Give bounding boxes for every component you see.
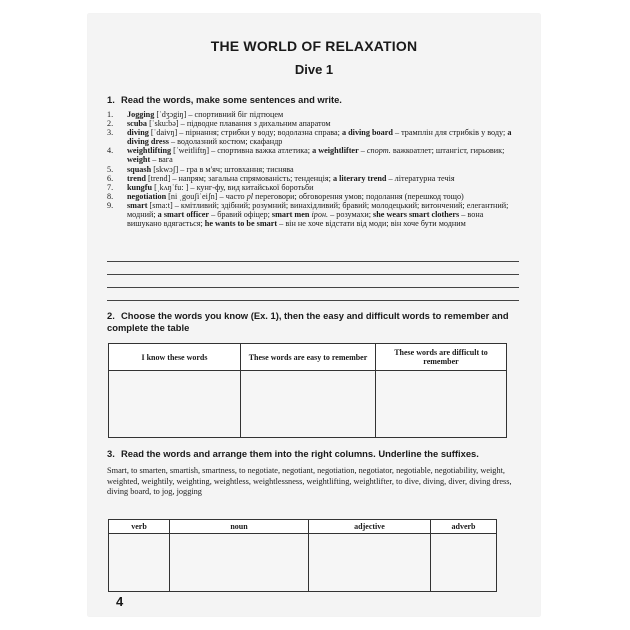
- writing-line[interactable]: [107, 274, 519, 275]
- vocab-term: smart: [127, 200, 148, 210]
- page-number: 4: [116, 594, 124, 609]
- adjective-cell[interactable]: [309, 534, 431, 592]
- task1-text: Read the words, make some sentences and write.: [121, 94, 342, 105]
- writing-line[interactable]: [107, 261, 519, 262]
- header-known-words: I know these words: [109, 344, 241, 371]
- vocab-term: trend: [127, 173, 146, 183]
- vocab-text: [ˈweitliftŋ] – спортивна важка атлетика;: [171, 146, 313, 156]
- vocab-text: – трамплін для стрибків у воду;: [392, 128, 508, 138]
- vocabulary-list: [107, 110, 519, 228]
- difficult-words-cell[interactable]: [376, 371, 507, 438]
- vocab-term: weightlifting: [127, 146, 172, 156]
- vocab-text: [ni ˌgouʃiˈeiʃn] – часто: [166, 191, 247, 201]
- page-title: THE WORLD OF RELAXATION: [210, 38, 418, 54]
- vocab-item: [107, 201, 519, 228]
- suffix-table: [108, 519, 497, 592]
- vocab-text: – водолазний костюм; скафандр: [168, 137, 283, 147]
- task3-text: Read the words and arrange them into the right columns. Underline the suffixes.: [121, 448, 479, 459]
- vocab-item-number: 1.: [107, 110, 114, 119]
- header-easy-words: These words are easy to remember: [241, 344, 376, 371]
- vocab-text: – вага: [150, 155, 173, 165]
- vocab-text: [trend] – напрям; загальна спрямованість; тенденція;: [145, 173, 333, 183]
- vocab-item: [107, 165, 519, 174]
- vocab-term: Jogging: [127, 110, 155, 119]
- vocab-item-number: 3.: [107, 128, 114, 138]
- vocab-item-number: 5.: [107, 164, 114, 174]
- writing-line[interactable]: [107, 287, 519, 288]
- noun-cell[interactable]: [170, 534, 309, 592]
- vocab-item: [107, 192, 519, 201]
- header-verb: verb: [109, 520, 170, 534]
- vocab-item-number: 6.: [107, 173, 114, 183]
- vocab-text: –: [358, 146, 367, 156]
- task2-text: Choose the words you know (Ex. 1), then the easy and difficult words to remember and complete the table: [107, 310, 509, 333]
- task1-instruction: [107, 94, 517, 106]
- header-adjective: adjective: [309, 520, 431, 534]
- vocab-term: a weightlifter: [312, 146, 359, 156]
- vocab-term: a diving dress: [127, 128, 512, 147]
- vocab-item-number: 9.: [107, 200, 114, 210]
- task2-instruction: [107, 310, 517, 333]
- writing-line[interactable]: [107, 300, 519, 301]
- vocab-item: [107, 174, 519, 183]
- vocab-term: scuba: [127, 119, 148, 129]
- vocab-item: [107, 128, 519, 146]
- vocab-term: a literary trend: [332, 173, 387, 183]
- page-subtitle: Dive 1: [294, 62, 334, 77]
- vocab-item: [107, 110, 519, 119]
- words-table: [108, 343, 507, 438]
- vocab-item-number: 7.: [107, 182, 114, 192]
- vocab-term: weight: [127, 155, 151, 165]
- word-list: Smart, to smarten, smartish, smartness, to negotiate, negotiant, negotiation, negotiator, negotiable, negotiability, weight, weighted, weightily, weighting, weightless, weightlessness, weightlifting, weightlifter, to dive, diving, diver, diving dress, diving board, to jog, jogging: [107, 466, 512, 497]
- header-difficult-words: These words are difficult to remember: [376, 344, 507, 371]
- task3-instruction: [107, 448, 517, 460]
- vocab-item: [107, 146, 519, 164]
- vocab-term: diving: [127, 128, 149, 138]
- vocab-term: a smart officer: [157, 210, 210, 220]
- vocab-item: [107, 183, 519, 192]
- vocab-term: smart men: [271, 210, 310, 220]
- vocab-item-number: 8.: [107, 191, 114, 201]
- vocab-text: – він не хоче відстати від моди; він хоче бути модним: [277, 219, 466, 229]
- vocab-text: [sma:t] – кмітливий; здібний; розумний; винахідливий; бравий; молодецький; витончений; елегантний; модний;: [127, 200, 509, 220]
- easy-words-cell[interactable]: [241, 371, 376, 438]
- vocab-text: [skwɔʃ] – гра в м'яч; штовхання; тиснява: [151, 164, 294, 174]
- vocab-term: a diving board: [341, 128, 393, 138]
- task2-number: 2.: [107, 310, 115, 321]
- vocab-text: – вона вишукано вдягається;: [127, 210, 484, 229]
- known-words-cell[interactable]: [109, 371, 241, 438]
- vocab-note: спорт.: [366, 146, 391, 156]
- task3-number: 3.: [107, 448, 115, 459]
- adverb-cell[interactable]: [431, 534, 497, 592]
- task1-number: 1.: [107, 94, 115, 105]
- vocab-text: важкоатлет; штангіст, гирьовик;: [390, 146, 505, 156]
- vocab-text: [ˈdʒɔgiŋ] – спортивний біг підтюцем: [154, 110, 284, 119]
- verb-cell[interactable]: [109, 534, 170, 592]
- vocab-text: [ˌkʌŋˈfu: ] – кунг-фу, вид китайської боротьби: [152, 182, 314, 192]
- header-adverb: adverb: [431, 520, 497, 534]
- vocab-note: ірон.: [311, 210, 329, 220]
- vocab-text: – розумахи;: [328, 210, 374, 220]
- vocab-term: kungfu: [127, 182, 153, 192]
- vocab-item-number: 2.: [107, 119, 114, 129]
- vocab-text: – бравий офіцер;: [209, 210, 272, 220]
- vocab-term: squash: [127, 164, 152, 174]
- vocab-text: [ˈsku:bə] – підводне плавання з дихальним апаратом: [147, 119, 331, 129]
- vocab-term: negotiation: [127, 191, 167, 201]
- header-noun: noun: [170, 520, 309, 534]
- vocab-text: – літературна течія: [386, 173, 455, 183]
- vocab-note: pl: [246, 191, 254, 201]
- vocab-text: [ˈdaivŋ] – пірнання; стрибки у воду; водолазна справа;: [148, 128, 342, 138]
- workbook-page: [88, 14, 540, 616]
- vocab-term: he wants to be smart: [204, 219, 278, 229]
- vocab-item-number: 4.: [107, 146, 114, 156]
- vocab-item: [107, 119, 519, 128]
- vocab-text: переговори; обговорення умов; подолання (перешкод тощо): [253, 191, 464, 201]
- vocab-term: she wears smart clothers: [373, 210, 460, 220]
